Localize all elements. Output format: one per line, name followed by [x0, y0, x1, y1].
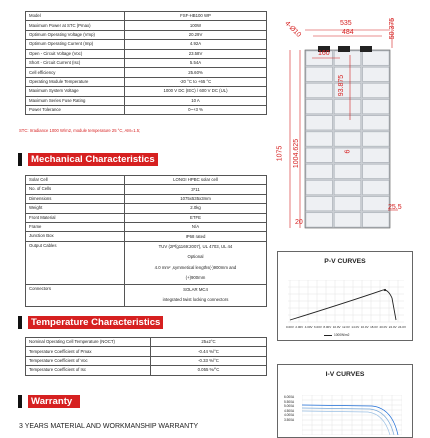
- table-row: [26, 96, 267, 105]
- x-tick-label: 16.0V: [360, 325, 369, 329]
- dim-label: 20: [295, 219, 303, 226]
- solar-cell: [334, 180, 360, 194]
- temperature-table: [25, 337, 267, 376]
- cell-label: Temperature Coefficient of Isc: [26, 366, 151, 375]
- mechanical-title: Mechanical Characteristics: [28, 153, 158, 166]
- table-row: [26, 77, 267, 86]
- solar-cell: [363, 180, 389, 194]
- cell-label: Weight: [26, 204, 125, 213]
- dim-label: 50.375: [389, 17, 397, 40]
- x-tick-label: 4.00V: [304, 325, 313, 329]
- cell-value: -0.33 %/°C: [151, 356, 267, 365]
- solar-cell: [306, 164, 332, 178]
- solar-cell: [363, 148, 389, 162]
- dim-label: 93.875: [338, 74, 346, 97]
- table-row: [26, 176, 267, 185]
- iv-curve-line: [302, 411, 390, 435]
- cell-value-line: 4.0 mm² ,symmetical lengths(-)900mm and: [154, 264, 237, 270]
- table-row: [26, 356, 267, 365]
- x-tick-label: 22.0V: [388, 325, 397, 329]
- iv-curve-box: [277, 364, 413, 438]
- dim-label: 484: [342, 29, 354, 36]
- table-row: [26, 12, 267, 21]
- pv-mpp-point: [384, 289, 386, 291]
- cell-value: [125, 176, 267, 185]
- cell-value-line: integrated twist locking connectors: [162, 297, 229, 303]
- x-tick-label: 10.0V: [332, 325, 341, 329]
- table-row: [26, 347, 267, 356]
- cell-value-line: 3*11: [191, 186, 200, 192]
- cell-value-line: SOLAR MC4: [183, 286, 208, 292]
- cell-value-line: IP68 rated: [185, 233, 206, 239]
- cell-label: Power Tolerance: [26, 105, 125, 114]
- table-row: [26, 213, 267, 222]
- cell-value: 25.60%: [125, 68, 267, 77]
- pv-x-ticks: [286, 325, 406, 329]
- cell-value-line: TUV (2Pfg1169:2007), UL 4703, UL 44: [158, 243, 233, 249]
- cell-label: Nominal Operating Cell Temperature (NOCT): [26, 338, 151, 347]
- solar-cell: [306, 180, 332, 194]
- cell-value-line: (+)900mm: [185, 275, 206, 281]
- section-bar: [18, 395, 22, 408]
- table-row: [26, 232, 267, 241]
- solar-cell: [306, 100, 332, 114]
- pv-legend: [324, 333, 349, 337]
- table-row: [26, 241, 267, 284]
- cell-label: Dimensions: [26, 194, 125, 203]
- cell-label: Temperature Coefficient of Pmax: [26, 347, 151, 356]
- x-tick-label: 20.0V: [379, 325, 388, 329]
- cell-value: 10 A: [125, 96, 267, 105]
- solar-cell: [306, 197, 332, 211]
- cell-value: 0.055 %/°C: [151, 366, 267, 375]
- table-row: [26, 49, 267, 58]
- junction-box: [338, 46, 350, 52]
- dim-label: 6: [344, 149, 352, 154]
- section-bar: [18, 153, 22, 166]
- cell-label: Maximum System Voltage: [26, 87, 125, 96]
- solar-cell: [306, 132, 332, 146]
- solar-cell: [306, 148, 332, 162]
- table-row: [26, 105, 267, 114]
- table-row: [26, 194, 267, 203]
- cell-value: [125, 185, 267, 194]
- dim-label: 1075: [276, 145, 284, 162]
- x-tick-label: 8.00V: [323, 325, 332, 329]
- solar-cell: [306, 213, 332, 227]
- cell-value: 100W: [125, 21, 267, 30]
- solar-cell: [363, 51, 389, 65]
- pv-curve-box: [277, 251, 413, 341]
- junction-box: [360, 46, 372, 52]
- iv-plot: [302, 395, 402, 435]
- solar-cell: [306, 67, 332, 81]
- table-row: [26, 222, 267, 231]
- solar-cell: [334, 116, 360, 130]
- y-tick-label: 5.000A: [284, 404, 295, 409]
- cell-value: [125, 241, 267, 284]
- section-bar: [18, 316, 22, 329]
- table-row: [26, 30, 267, 39]
- solar-cell: [363, 116, 389, 130]
- solar-cell: [334, 100, 360, 114]
- table-row: [26, 204, 267, 213]
- dim-label: 25.5: [388, 204, 402, 211]
- solar-cell: [334, 132, 360, 146]
- cell-value: [125, 284, 267, 306]
- cell-label: Maximum Series Fuse Rating: [26, 96, 125, 105]
- solar-cell: [334, 213, 360, 227]
- warranty-title: Warranty: [28, 395, 80, 408]
- pv-curve-title: P-V CURVES: [324, 258, 366, 265]
- y-tick-label: 4.500A: [284, 408, 295, 413]
- cell-value-line: 2.0kg: [190, 205, 201, 211]
- solar-cell: [363, 197, 389, 211]
- x-tick-label: 12.0V: [342, 325, 350, 329]
- electrical-table: [25, 11, 267, 115]
- cell-value-line: LONGI HPBC solar cell: [173, 177, 218, 183]
- temperature-title: Temperature Characteristics: [28, 316, 163, 329]
- cell-label: Connectors: [26, 284, 125, 306]
- table-row: [26, 58, 267, 67]
- x-tick-label: 18.0V: [370, 325, 378, 329]
- cell-value-line: ETFE: [190, 214, 201, 220]
- cell-value-line: 1075x535x3mm: [180, 195, 211, 201]
- table-row: [26, 87, 267, 96]
- panel-drawing: [280, 10, 430, 230]
- table-row: [26, 68, 267, 77]
- cell-value: -20 °C to +65 °C: [125, 77, 267, 86]
- cell-label: Optimum Operating Current (Imp): [26, 40, 125, 49]
- mechanical-table: [25, 175, 267, 307]
- cell-value: 0~+3 %: [125, 105, 267, 114]
- pv-plot: [288, 280, 404, 324]
- table-row: [26, 338, 267, 347]
- solar-cell: [363, 100, 389, 114]
- y-tick-label: 3.500A: [284, 417, 295, 422]
- solar-cell: [334, 164, 360, 178]
- cell-label: Solar Cell: [26, 176, 125, 185]
- dim-label: 4-Ø10: [283, 20, 303, 39]
- cell-label: Operating Module Temperature: [26, 77, 125, 86]
- cell-label: Short - Circuit Current (Isc): [26, 58, 125, 67]
- table-row: [26, 185, 267, 194]
- cell-value: 5.54A: [125, 58, 267, 67]
- cell-label: Open - Circuit Voltage (Voc): [26, 49, 125, 58]
- cell-label: Cell efficiency: [26, 68, 125, 77]
- cell-label: No. of Cells: [26, 185, 125, 194]
- x-tick-label: 0.00V: [286, 325, 294, 329]
- cell-value: 23.58V: [125, 49, 267, 58]
- cell-label: Model: [26, 12, 125, 21]
- x-tick-label: 14.0V: [351, 325, 360, 329]
- solar-cell: [334, 197, 360, 211]
- x-tick-label: 24.0V: [398, 325, 406, 329]
- solar-cell: [363, 83, 389, 97]
- y-tick-label: 4.000A: [284, 413, 295, 418]
- cell-value-line: Optional: [187, 254, 204, 260]
- y-tick-label: 5.500A: [284, 399, 295, 404]
- cell-value: -0.44 %/°C: [151, 347, 267, 356]
- temperature-heading: [18, 316, 163, 329]
- cell-label: Output Cables: [26, 241, 125, 284]
- table-row: [26, 284, 267, 306]
- iv-curve-title: I-V CURVES: [325, 371, 365, 378]
- iv-curve-line: [302, 408, 394, 435]
- solar-cell: [306, 83, 332, 97]
- cell-label: Front Material: [26, 213, 125, 222]
- solar-cell: [363, 67, 389, 81]
- cell-value-line: N/A: [191, 224, 200, 230]
- legend-swatch: [324, 335, 332, 336]
- cell-value: 1000 V DC (IEC) / 600 V DC (UL): [125, 87, 267, 96]
- cell-label: Optimum Operating Voltage (Vmp): [26, 30, 125, 39]
- cell-label: Maximum Power at STC (Pmax): [26, 21, 125, 30]
- cell-value: [125, 213, 267, 222]
- cell-value: FSF-HB100 WP: [125, 12, 267, 21]
- x-tick-label: 6.00V: [314, 325, 322, 329]
- cell-label: Junction Box: [26, 232, 125, 241]
- y-tick-label: 6.000A: [284, 395, 295, 399]
- table-row: [26, 21, 267, 30]
- pv-legend-label: 1000W/m2: [334, 333, 350, 337]
- solar-cell: [363, 213, 389, 227]
- cell-value: [125, 194, 267, 203]
- mechanical-heading: [18, 153, 158, 166]
- warranty-text: 3 YEARS MATERIAL AND WORKMANSHIP WARRANTY: [19, 423, 199, 430]
- dim-label: 160: [318, 50, 330, 57]
- cell-value: 25±2°C: [151, 338, 267, 347]
- stc-note: STC: Irradiance 1000 W/m2, module temperature 25 °C, AM=1.5;: [19, 128, 141, 133]
- iv-y-ticks: [284, 395, 294, 423]
- dim-label: 1004.625: [293, 138, 301, 169]
- cell-value: 20.29V: [125, 30, 267, 39]
- cell-value: [125, 222, 267, 231]
- solar-cell: [363, 164, 389, 178]
- table-row: [26, 40, 267, 49]
- cell-value: 4.92A: [125, 40, 267, 49]
- cell-label: Frame: [26, 222, 125, 231]
- cell-value: [125, 232, 267, 241]
- warranty-heading: [18, 395, 80, 408]
- solar-cell: [306, 116, 332, 130]
- cell-label: Temperature Coefficient of Voc: [26, 356, 151, 365]
- dim-label: 535: [340, 20, 352, 27]
- solar-cell: [363, 132, 389, 146]
- x-tick-label: 2.00V: [295, 325, 304, 329]
- cell-value: [125, 204, 267, 213]
- table-row: [26, 366, 267, 375]
